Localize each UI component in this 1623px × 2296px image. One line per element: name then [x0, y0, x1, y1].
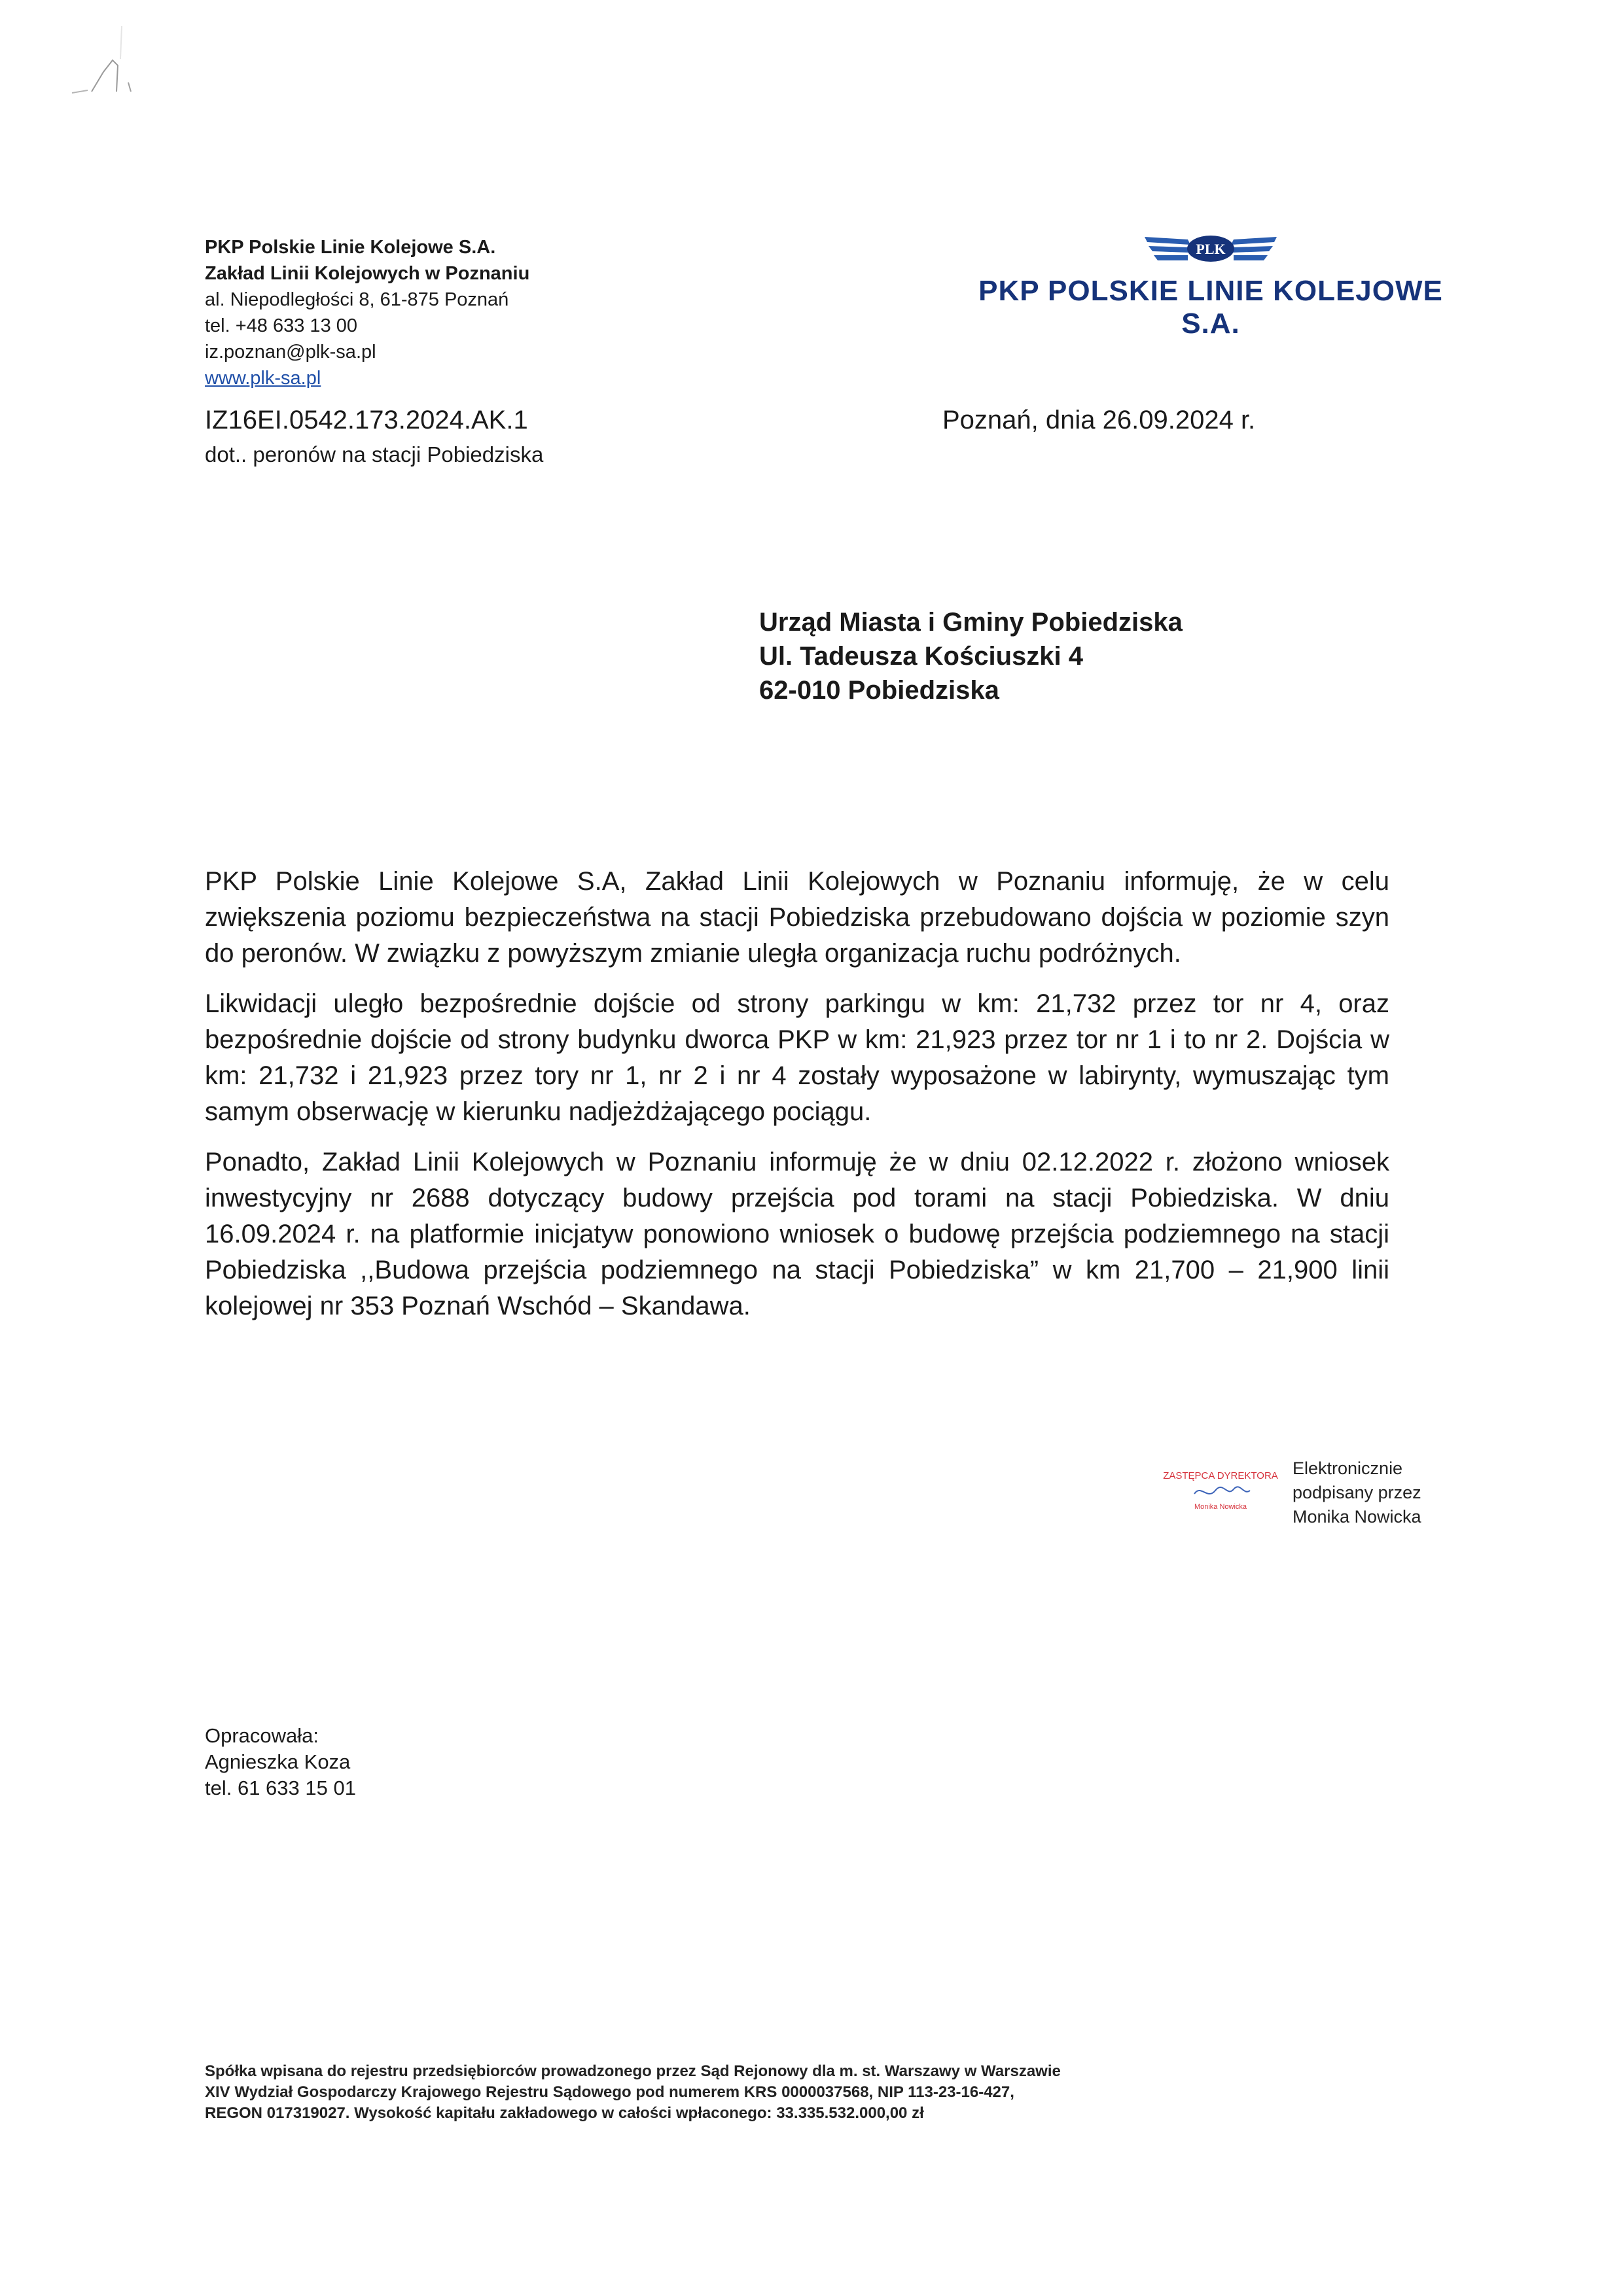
stamp-name: Monika Nowicka — [1194, 1503, 1247, 1511]
place-and-date: Poznań, dnia 26.09.2024 r. — [942, 406, 1256, 434]
sender-unit: Zakład Linii Kolejowych w Poznaniu — [205, 263, 530, 284]
prepared-by-label: Opracowała: — [205, 1724, 319, 1747]
prepared-by-name: Agnieszka Koza — [205, 1750, 351, 1773]
body-paragraph-1: PKP Polskie Linie Kolejowe S.A, Zakład Linii Kolejowych w Poznaniu informuję, że w celu zwiększenia poziomu bezpieczeństwa na stacji Pobiedziska przebudowano dojścia w poziomie szyn do peronów. W związku z powyższym zmianie uległa organizacja ruchu podróżnych. — [205, 867, 1389, 968]
logo-company-name: PKP POLSKIE LINIE KOLEJOWE S.A. — [978, 275, 1443, 340]
recipient-city: 62-010 Pobiedziska — [759, 676, 999, 705]
footer-line-3: REGON 017319027. Wysokość kapitału zakładowego w całości wpłaconego: 33.335.532.000,00 zł — [205, 2104, 924, 2122]
sender-address: al. Niepodległości 8, 61-875 Poznań — [205, 289, 509, 310]
handwritten-signature-icon — [1194, 1487, 1250, 1494]
prepared-by-phone: tel. 61 633 15 01 — [205, 1776, 356, 1799]
sender-website-link[interactable]: www.plk-sa.pl — [205, 368, 321, 389]
sender-email[interactable]: iz.poznan@plk-sa.pl — [205, 342, 376, 362]
recipient-street: Ul. Tadeusza Kościuszki 4 — [759, 642, 1083, 671]
plk-logo — [978, 230, 1443, 340]
signature-line-2: podpisany przez — [1293, 1483, 1421, 1502]
stamp-title: ZASTĘPCA DYREKTORA — [1163, 1470, 1278, 1481]
sender-company: PKP Polskie Linie Kolejowe S.A. — [205, 237, 496, 258]
signature-line-3: Monika Nowicka — [1293, 1507, 1421, 1527]
sender-phone: tel. +48 633 13 00 — [205, 315, 358, 336]
reference-subject: dot.. peronów na stacji Pobiedziska — [205, 442, 544, 467]
signature-line-1: Elektronicznie — [1293, 1458, 1403, 1478]
recipient-name: Urząd Miasta i Gminy Pobiedziska — [759, 608, 1183, 637]
prepared-by-block — [205, 1723, 356, 1801]
reference-code: IZ16EI.0542.173.2024.AK.1 — [205, 406, 528, 434]
electronic-signature-note — [1293, 1457, 1421, 1529]
recipient-block — [759, 605, 1183, 707]
plk-wings-emblem-icon — [1142, 230, 1279, 270]
footer-line-2: XIV Wydział Gospodarczy Krajowego Rejestru Sądowego pod numerem KRS 0000037568, NIP 113-23-16-427, — [205, 2083, 1014, 2101]
footer-line-1: Spółka wpisana do rejestru przedsiębiorców prowadzonego przez Sąd Rejonowy dla m. st. Warszawy w Warszawie — [205, 2062, 1061, 2080]
body-paragraph-2: Likwidacji uległo bezpośrednie dojście od strony parkingu w km: 21,732 przez tor nr 4, oraz bezpośrednie dojście od strony budynku dworca PKP w km: 21,923 przez tor nr 1 i to nr 2. Dojścia w km: 21,732 i 21,923 przez tory nr 1, nr 2 i nr 4 zostały wyposażone w labirynty, wymuszając tym samym obserwację w kierunku nadjeżdżającego pociągu. — [205, 989, 1389, 1126]
scan-mark — [65, 20, 157, 105]
sender-block — [205, 234, 529, 391]
logo-emblem-text: PLK — [1196, 241, 1226, 257]
letter-body — [205, 864, 1389, 1339]
body-paragraph-3: Ponadto, Zakład Linii Kolejowych w Poznaniu informuję że w dniu 02.12.2022 r. złożono wniosek inwestycyjny nr 2688 dotyczący budowy przejścia pod torami na stacji Pobiedziska. W dniu 16.09.2024 r. na platformie inicjatyw ponowiono wniosek o budowę przejścia podziemnego na stacji Pobiedziska ,,Budowa przejścia podziemnego na stacji Pobiedziska” w km 21,700 – 21,900 linii kolejowej nr 353 Poznań Wschód – Skandawa. — [205, 1148, 1389, 1320]
signature-stamp — [1155, 1464, 1286, 1523]
legal-footer — [205, 2061, 1383, 2124]
